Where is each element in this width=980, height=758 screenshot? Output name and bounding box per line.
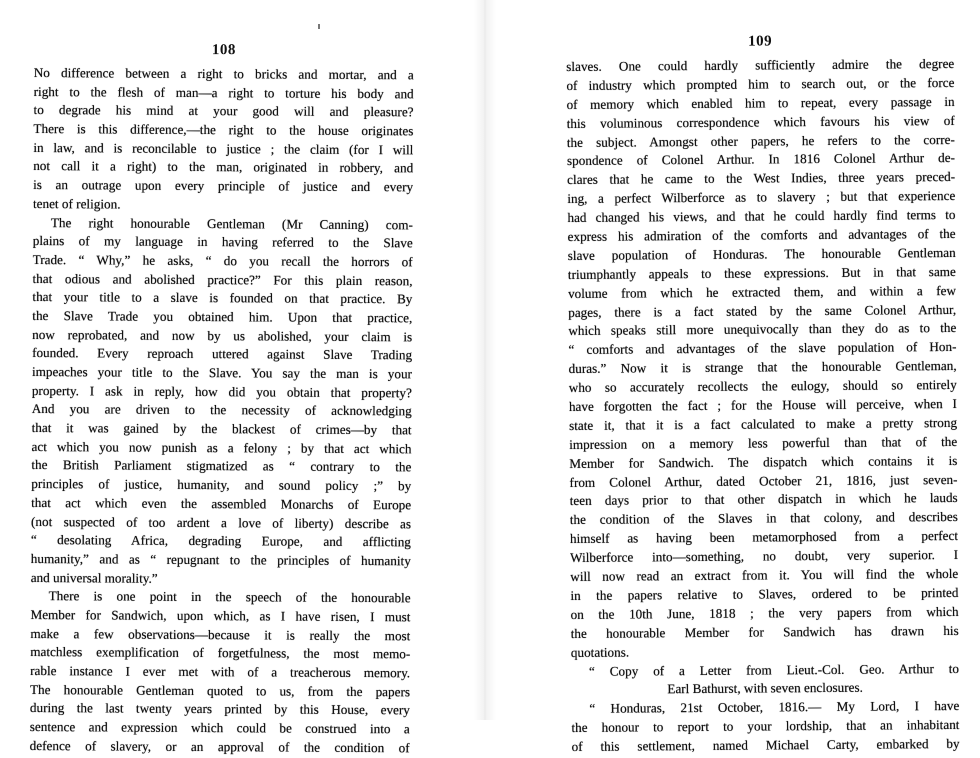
text-line: to degrade his mind at your good will and pleasure? <box>33 102 414 120</box>
text-line: of memory which enabled him to repeat, every passage in <box>566 93 955 112</box>
text-line: in law, and is reconcilable to justice ; the claim (for I will <box>33 139 414 158</box>
right-page-number: 109 <box>748 33 773 50</box>
text-line: will now read an extract from it. You will find the whole <box>570 565 959 585</box>
text-line: the honourable Member for Sandwich has drawn his <box>570 622 959 641</box>
text-line: principles of justice, humanity, and sound policy ;” by <box>31 476 412 494</box>
text-line: right to the flesh of man—a right to torture his body and <box>33 83 414 102</box>
text-line: “ Copy of a Letter from Lieut.-Col. Geo. Arthur to <box>588 660 960 679</box>
text-line: pages, there is a fact stated by the same Colonel Arthur, <box>568 301 957 320</box>
text-line: Trade. “ Why,” he asks, “ do you recall the horrors of <box>32 251 413 270</box>
text-line: (not suspected of too ardent a love of liberty) describe as <box>31 513 412 531</box>
text-line: slave population of Honduras. The honourable Gentleman <box>567 244 956 263</box>
text-line: of industry which prompted him to search out, or the force <box>566 74 955 93</box>
text-line: defence of slavery, or an approval of the condition of <box>29 737 410 756</box>
text-line: now reprobated, and now by us abolished, your claim is <box>32 326 413 344</box>
text-line: duras.” Now it is strange that the honourable Gentleman, <box>568 358 957 377</box>
text-line: plains of my language in having referred to the Slave <box>32 233 413 251</box>
text-line: the subject. Amongst other papers, he refers to the corre- <box>566 131 955 150</box>
text-line: in the papers relative to Slaves, ordered to be printed <box>570 584 959 603</box>
text-line: property. I ask in reply, how did you obtain that property? <box>31 382 412 401</box>
text-line: The honourable Gentleman quoted to us, from the papers <box>29 681 411 699</box>
text-line: that act which even the assembled Monarchs of Europe <box>31 494 412 513</box>
text-line: quotations. <box>570 644 630 660</box>
text-line: The right honourable Gentleman (Mr Canning) com- <box>50 214 413 232</box>
left-page-number: 108 <box>211 42 236 59</box>
text-line: teen days prior to that other dispatch in which he lauds <box>569 490 958 509</box>
text-line: who so accurately recollects the eulogy, should so entirely <box>568 377 957 396</box>
text-line: Member for Sandwich, upon which, as I have risen, I must <box>30 606 411 625</box>
text-line: have forgotten the fact ; for the House will perceive, when I <box>568 395 957 415</box>
text-line: from Colonel Arthur, dated October 21, 1816, just seven- <box>569 471 958 490</box>
text-line: the Slave Trade you obtained him. Upon that practice, <box>32 307 413 326</box>
text-line: “ comforts and advantages of the slave population of Hon- <box>568 339 957 358</box>
text-line: volume from which he extracted them, and within a few <box>567 282 957 301</box>
text-line: sentence and expression which could be construed into a <box>29 719 410 737</box>
text-line: make a few observations—because it is really the most <box>30 625 411 643</box>
text-line: Member for Sandwich. The dispatch which contains it is <box>569 452 958 471</box>
text-line: the British Parliament stigmatized as “ contrary to the <box>31 457 412 475</box>
text-line: state it, that it is a fact calculated to make a pretty strong <box>569 414 958 433</box>
text-line: humanity,” and as “ repugnant to the principles of humanity <box>30 550 411 569</box>
left-page <box>30 40 414 758</box>
scan-speck <box>318 24 320 29</box>
text-line: the condition of the Slaves in that colony, and describes <box>569 509 958 528</box>
text-line: not call it a right) to the man, originated in robbery, and <box>33 158 414 176</box>
text-line: “ desolating Africa, degrading Europe, and afflicting <box>30 532 411 550</box>
text-line: that odious and abolished practice?” For this plain reason, <box>32 270 413 288</box>
text-line: spondence of Colonel Arthur. In 1816 Colonel Arthur de- <box>566 150 956 169</box>
text-line: There is one point in the speech of the honourable <box>48 588 411 606</box>
text-line: “ Honduras, 21st October, 1816.— My Lord, I have <box>589 698 960 717</box>
text-line: impression on a memory less powerful than that of the <box>569 433 958 452</box>
text-line: express his admiration of the comforts and advantages of the <box>567 225 956 245</box>
text-line: this voluminous correspondence which favours his view of <box>566 112 955 131</box>
text-line: slaves. One could hardly sufficiently admire the degree <box>566 55 955 74</box>
text-line: triumphantly appeals to these expressions. But in that same <box>567 263 956 282</box>
text-line: Earl Bathurst, with seven enclosures. <box>667 680 863 697</box>
text-line: of this settlement, named Michael Carty, embarked by <box>571 735 960 755</box>
text-line: which speaks still more unequivocally than they do as to the <box>568 320 957 339</box>
text-line: founded. Every reproach uttered against Slave Trading <box>32 345 413 363</box>
text-line: There is this difference,—the right to the house originates <box>33 121 414 139</box>
text-line: had changed his views, and that he could hardly find terms to <box>567 207 956 226</box>
text-line: himself as having been metamorphosed from a perfect <box>569 528 959 547</box>
text-line: and universal morality.” <box>30 569 158 586</box>
text-line: that your title to a slave is founded on that practice. By <box>32 289 413 307</box>
text-line: during the last twenty years printed by this House, every <box>29 700 410 718</box>
book-gutter <box>474 0 496 720</box>
left-page-body <box>30 64 414 758</box>
text-line: matchless exemplification of forgetfulness, the most memo- <box>30 644 411 662</box>
text-line: clares that he came to the West Indies, three years preced- <box>567 169 956 188</box>
text-line: impeaches your title to the Slave. You say the man is your <box>31 363 413 382</box>
text-line: tenet of religion. <box>32 195 121 212</box>
text-line: Wilberforce into—something, no doubt, very superior. I <box>570 547 959 566</box>
text-line: No difference between a right to bricks and mortar, and a <box>33 64 414 83</box>
text-line: act which you now punish as a felony ; by that act which <box>31 438 412 457</box>
text-line: ing, a perfect Wilberforce as to slavery ; but that experience <box>567 188 956 207</box>
text-line: the honour to report to your lordship, that an inhabitant <box>571 717 960 736</box>
text-line: on the 10th June, 1818 ; the very papers from which <box>570 603 959 622</box>
text-line: rable instance I ever met with of a treacherous memory. <box>30 662 411 681</box>
text-line: that it was gained by the blackest of crimes—by that <box>31 420 412 438</box>
text-line: is an outrage upon every principle of justice and every <box>33 177 414 195</box>
right-page <box>566 31 960 757</box>
text-line: And you are driven to the necessity of acknowledging <box>31 401 412 419</box>
right-page-body <box>566 55 959 757</box>
